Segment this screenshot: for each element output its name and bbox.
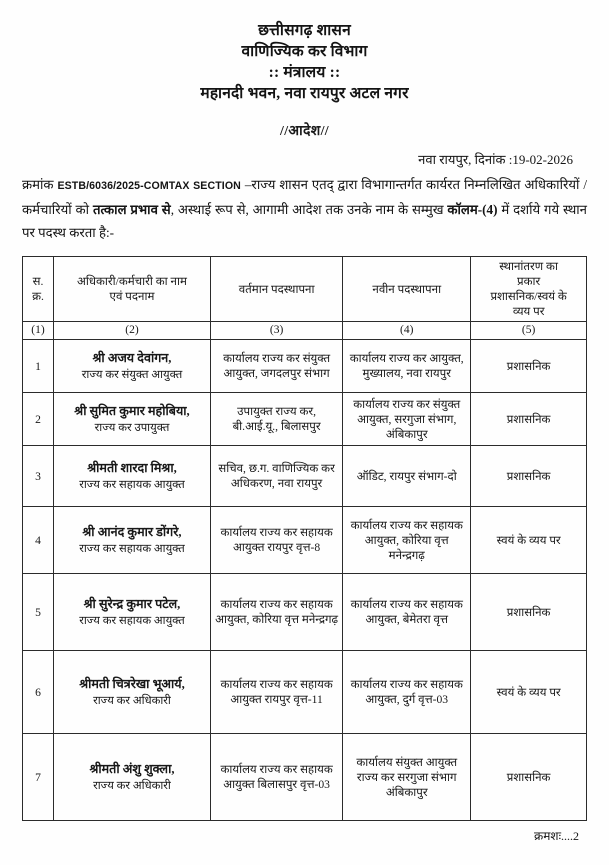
row-current-posting: कार्यालय राज्य कर सहायक आयुक्त बिलासपुर वृत्त-03 — [210, 734, 342, 821]
officer-designation: राज्य कर सहायक आयुक्त — [79, 542, 185, 555]
row-officer-details — [53, 446, 210, 507]
officer-designation: राज्य कर अधिकारी — [93, 694, 171, 707]
row-serial-number: 4 — [23, 507, 54, 574]
table-body — [23, 322, 587, 821]
officer-designation: राज्य कर अधिकारी — [93, 779, 171, 792]
officer-designation: राज्य कर सहायक आयुक्त — [79, 614, 185, 627]
row-officer-details — [53, 340, 210, 393]
row-serial-number: 5 — [23, 574, 54, 651]
column-number-4: (4) — [343, 322, 471, 340]
officer-name: श्रीमती शारदा मिश्रा, — [87, 460, 177, 475]
row-current-posting: उपायुक्त राज्य कर, बी.आई.यू., बिलासपुर — [210, 393, 342, 446]
body-text-part-3: में दर्शाये गये स्थान पर पदस्थ करता है:- — [22, 202, 587, 240]
header-name-line1: अधिकारी/कर्मचारी का नाम — [77, 275, 187, 288]
table-row — [23, 340, 587, 393]
column-header-officer-name — [53, 257, 210, 322]
row-transfer-type: प्रशासनिक — [471, 446, 587, 507]
column-header-new-posting: नवीन पदस्थापना — [343, 257, 471, 322]
row-serial-number: 7 — [23, 734, 54, 821]
table-row — [23, 651, 587, 734]
row-transfer-type: प्रशासनिक — [471, 734, 587, 821]
row-officer-details — [53, 574, 210, 651]
officer-name: श्री अजय देवांगन, — [92, 350, 172, 365]
header-transfer-line1: स्थानांतरण का — [499, 260, 558, 273]
column-number-5: (5) — [471, 322, 587, 340]
row-new-posting: ऑडिट, रायपुर संभाग-दो — [343, 446, 471, 507]
row-transfer-type: स्वयं के व्यय पर — [471, 651, 587, 734]
row-serial-number: 3 — [23, 446, 54, 507]
table-row — [23, 734, 587, 821]
column-header-current-posting: वर्तमान पदस्थापना — [210, 257, 342, 322]
table-row — [23, 507, 587, 574]
row-serial-number: 1 — [23, 340, 54, 393]
table-header — [23, 257, 587, 322]
officer-designation: राज्य कर संयुक्त आयुक्त — [81, 368, 183, 381]
column-number-2: (2) — [53, 322, 210, 340]
table-row — [23, 393, 587, 446]
body-text-part-1: –राज्य शासन एतद् द्वारा विभागान्तर्गत कार्यरत निम्नलिखित अधिकारियों /कर्मचारियों को — [22, 177, 588, 217]
column-header-transfer-type — [471, 257, 587, 322]
row-new-posting: कार्यालय राज्य कर सहायक आयुक्त, बेमेतरा वृत्त — [343, 574, 471, 651]
letterhead-line-state: छत्तीसगढ़ शासन — [258, 22, 351, 39]
row-serial-number: 6 — [23, 651, 54, 734]
header-name-line2: एवं पदनाम — [109, 290, 155, 303]
row-new-posting: कार्यालय संयुक्त आयुक्त राज्य कर सरगुजा संभाग अंबिकापुर — [343, 734, 471, 821]
row-serial-number: 2 — [23, 393, 54, 446]
header-serial-line1: स. — [32, 275, 44, 288]
letterhead — [22, 20, 587, 104]
row-transfer-type: प्रशासनिक — [471, 340, 587, 393]
column-header-serial — [23, 257, 54, 322]
officer-name: श्रीमती चित्ररेखा भूआर्य, — [79, 676, 185, 691]
row-current-posting: कार्यालय राज्य कर सहायक आयुक्त रायपुर वृत्त-8 — [210, 507, 342, 574]
header-transfer-line4: व्यय पर — [512, 305, 545, 318]
table-header-row — [23, 257, 587, 322]
row-officer-details — [53, 651, 210, 734]
place-date-line: नवा रायपुर, दिनांक :19-02-2026 — [418, 152, 573, 167]
order-heading: //आदेश// — [280, 124, 329, 139]
letterhead-line-department: वाणिज्यिक कर विभाग — [241, 43, 368, 60]
officer-name: श्री आनंद कुमार डोंगरे, — [82, 524, 182, 539]
header-transfer-line2: प्रकार — [517, 275, 541, 288]
row-new-posting: कार्यालय राज्य कर आयुक्त, मुख्यालय, नवा रायपुर — [343, 340, 471, 393]
body-bold-column-four: कॉलम-(4) — [447, 202, 498, 217]
letterhead-line-address: महानदी भवन, नवा रायपुर अटल नगर — [200, 85, 409, 102]
order-body-paragraph — [22, 173, 587, 244]
row-current-posting: कार्यालय राज्य कर सहायक आयुक्त रायपुर वृत्त-11 — [210, 651, 342, 734]
officer-name: श्री सुमित कुमार महोबिया, — [74, 403, 190, 418]
row-transfer-type: प्रशासनिक — [471, 574, 587, 651]
order-reference-number: ESTB/6036/2025-COMTAX SECTION — [57, 180, 241, 192]
row-new-posting: कार्यालय राज्य कर सहायक आयुक्त, कोरिया वृत्त मनेन्द्रगढ़ — [343, 507, 471, 574]
letterhead-line-ministry: :: मंत्रालय :: — [268, 64, 341, 81]
row-transfer-type: प्रशासनिक — [471, 393, 587, 446]
row-current-posting: कार्यालय राज्य कर सहायक आयुक्त, कोरिया वृत्त मनेन्द्रगढ़ — [210, 574, 342, 651]
row-new-posting: कार्यालय राज्य कर सहायक आयुक्त, दुर्ग वृत्त-03 — [343, 651, 471, 734]
table-row — [23, 574, 587, 651]
column-numbering-row — [23, 322, 587, 340]
kramank-label: क्रमांक — [22, 177, 54, 192]
officer-name: श्रीमती अंशु शुक्ला, — [89, 761, 175, 776]
row-new-posting: कार्यालय राज्य कर संयुक्त आयुक्त, सरगुजा संभाग, अंबिकापुर — [343, 393, 471, 446]
row-current-posting: सचिव, छ.ग. वाणिज्यिक कर अधिकरण, नवा रायपुर — [210, 446, 342, 507]
officer-designation: राज्य कर सहायक आयुक्त — [79, 478, 185, 491]
column-number-1: (1) — [23, 322, 54, 340]
page-continuation-note: क्रमशः....2 — [534, 829, 579, 843]
officer-designation: राज्य कर उपायुक्त — [94, 421, 170, 434]
body-bold-immediate-effect: तत्काल प्रभाव से — [92, 202, 171, 217]
row-current-posting: कार्यालय राज्य कर संयुक्त आयुक्त, जगदलपुर संभाग — [210, 340, 342, 393]
officer-name: श्री सुरेन्द्र कुमार पटेल, — [83, 596, 181, 611]
column-number-3: (3) — [210, 322, 342, 340]
transfer-order-table — [22, 256, 587, 821]
body-text-part-2: , अस्थाई रूप से, आगामी आदेश तक उनके नाम के सम्मुख — [170, 202, 448, 217]
row-transfer-type: स्वयं के व्यय पर — [471, 507, 587, 574]
row-officer-details — [53, 393, 210, 446]
header-transfer-line3: प्रशासनिक/स्वयं के — [490, 290, 567, 303]
row-officer-details — [53, 734, 210, 821]
header-serial-line2: क्र. — [32, 290, 44, 303]
row-officer-details — [53, 507, 210, 574]
table-row — [23, 446, 587, 507]
